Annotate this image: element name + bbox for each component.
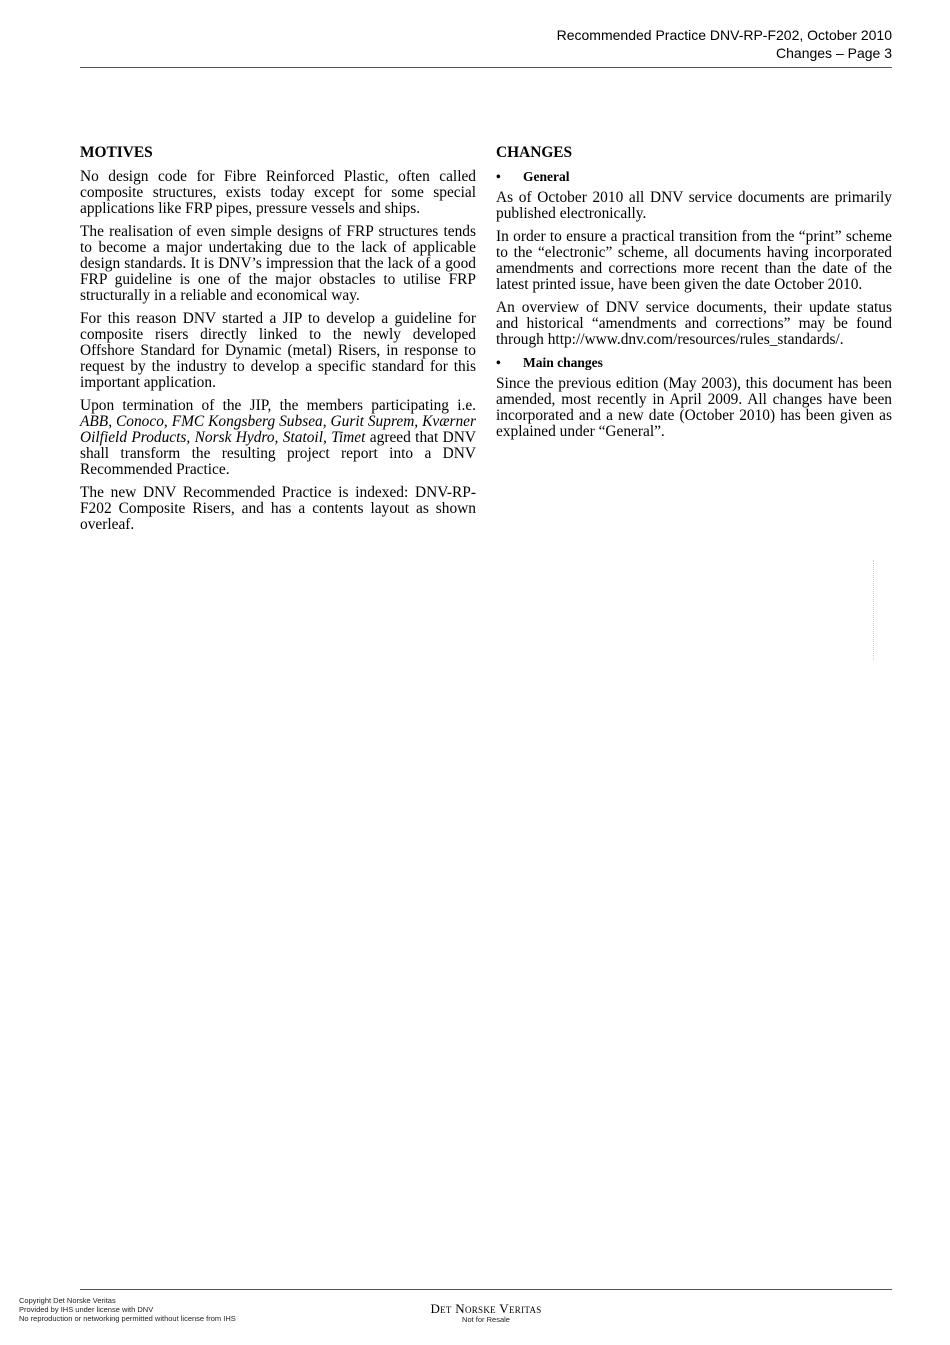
motives-paragraph: No design code for Fibre Reinforced Plastic, often called composite structures, exists today except for some special applications like FRP pipes, pressure vessels and ships.	[80, 168, 476, 217]
motives-section	[80, 143, 476, 540]
footer-provided: Provided by IHS under license with DNV	[19, 1305, 154, 1314]
general-subheading	[496, 169, 892, 185]
jip-members-list: ABB, Conoco, FMC Kongsberg Subsea, Gurit Suprem, Kværner Oilfield Products, Norsk Hydro, Statoil, Timet	[80, 413, 476, 446]
motives-paragraph: For this reason DNV started a JIP to develop a guideline for composite risers directly linked to the newly developed Offshore Standard for Dynamic (metal) Risers, in response to request by the industry to develop a specific standard for this important application.	[80, 310, 476, 391]
changes-section	[496, 143, 892, 447]
main-changes-label: Main changes	[523, 355, 603, 370]
footer-brand-block	[386, 1301, 586, 1324]
general-paragraph: In order to ensure a practical transition from the “print” scheme to the “electronic” scheme, all documents having incorporated amendments and corrections more recent than the date of the latest printed issue, have been given the date October 2010.	[496, 228, 892, 293]
motives-text: Upon termination of the JIP, the members participating i.e.	[80, 397, 476, 414]
general-paragraph: As of October 2010 all DNV service documents are primarily published electronically.	[496, 189, 892, 222]
header-page-number: Changes – Page 3	[776, 45, 892, 61]
main-changes-paragraph: Since the previous edition (May 2003), this document has been amended, most recently in April 2009. All changes have been incorporated and a new date (October 2010) has been given as explained under “General”.	[496, 375, 892, 440]
header-document-title: Recommended Practice DNV-RP-F202, October 2010	[556, 27, 892, 43]
changes-heading: CHANGES	[496, 144, 573, 161]
footer-reproduction: No reproduction or networking permitted without license from IHS	[19, 1314, 236, 1323]
margin-marks	[873, 560, 876, 660]
main-changes-subheading	[496, 355, 892, 371]
general-label: General	[523, 169, 570, 184]
bullet-icon: •	[496, 169, 501, 184]
page-header	[80, 26, 892, 62]
motives-text: agreed that DNV shall transform the resulting project report into a DNV Recommended Practice.	[80, 429, 476, 478]
footer-brand: Det Norske Veritas	[430, 1301, 542, 1316]
motives-paragraph: The new DNV Recommended Practice is indexed: DNV-RP-F202 Composite Risers, and has a contents layout as shown overleaf.	[80, 484, 476, 533]
footer-resale-notice: Not for Resale	[462, 1315, 510, 1324]
header-divider	[80, 67, 892, 68]
general-paragraph: An overview of DNV service documents, their update status and historical “amendments and corrections” may be found through http://www.dnv.com/resources/rules_standards/.	[496, 299, 892, 348]
footer-license-notice	[19, 1296, 236, 1323]
motives-heading: MOTIVES	[80, 144, 153, 161]
motives-paragraph	[80, 398, 476, 478]
motives-paragraph: The realisation of even simple designs of FRP structures tends to become a major undertaking due to the lack of applicable design standards. It is DNV’s impression that the lack of a good FRP guideline is one of the major obstacles to utilise FRP structurally in a reliable and economical way.	[80, 223, 476, 304]
bullet-icon: •	[496, 355, 501, 370]
footer-copyright: Copyright Det Norske Veritas	[19, 1296, 116, 1305]
footer-divider	[80, 1289, 892, 1290]
